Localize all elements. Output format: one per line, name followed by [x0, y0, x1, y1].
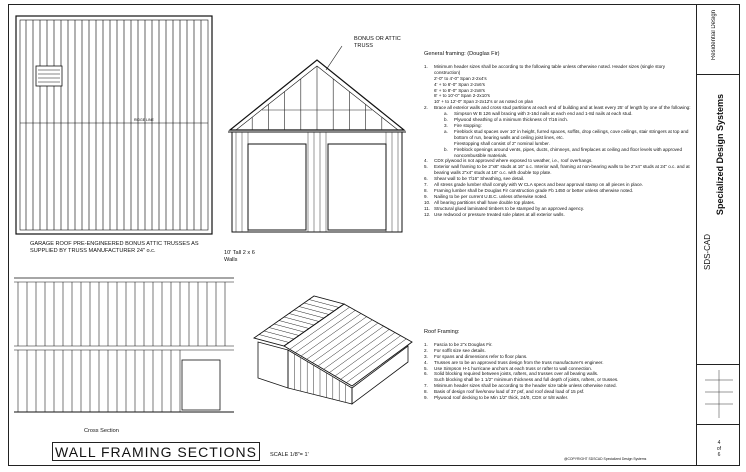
revision-grid	[705, 370, 733, 418]
note-text: 2'-0" to 4'-0" Span 2-2x4's	[434, 75, 487, 81]
sheet-number: 4 of 6	[716, 440, 722, 458]
title-block-category: Residential Design	[711, 10, 717, 61]
iso-rafter-line	[346, 339, 406, 383]
general-framing-heading: General framing: (Douglas Fir)	[424, 51, 500, 57]
plan-opening	[36, 66, 62, 86]
note-text: 6' + to 8'-0" Span 2-2x8's	[434, 87, 485, 93]
note-text: Fire stopping:	[454, 122, 482, 128]
note-number: 2.	[424, 105, 428, 111]
general-framing-item	[424, 64, 692, 76]
note-text: 10' + to 12'-0" Span 2-2x12's or as noted on plan	[434, 99, 534, 105]
note-text: Simpson W B 126 wall bracing with 3-16d nails at each end and 1-8d nails at each stud.	[454, 111, 633, 117]
note-text: Nailing to be per current U.B.C. unless otherwise noted.	[434, 193, 548, 199]
note-text: Minimum header sizes shall be according to the following table unless otherwise noted. Header sizes (single story construction)	[434, 63, 666, 75]
note-number: 6.	[424, 371, 428, 377]
title-block-company-cell	[697, 74, 740, 365]
roof-framing-heading: Roof Framing:	[424, 329, 460, 335]
note-number: b.	[444, 117, 448, 123]
general-framing-notes	[424, 52, 692, 217]
note-number: 8.	[424, 389, 428, 395]
note-text: Fireblock stud spaces over 10' in height, furred spaces, soffits, drop ceilings, cove ceilings, stair stringers at top and bottom of run, bearing walls and ceiling joist lines, etc.	[454, 128, 689, 140]
note-number: 7.	[424, 383, 428, 389]
note-text: Trusses are to be an approved truss design from the truss manufacturer's engineer.	[434, 359, 604, 365]
revision-cell	[697, 364, 740, 425]
note-text: CDX plywood is not approved where exposed to weather, i.e., roof overhangs.	[434, 158, 593, 164]
iso-rafter-line	[264, 331, 294, 339]
note-text: 4' + to 6'-0" Span 2-2x6's	[434, 81, 485, 87]
iso-rafter-line	[307, 317, 367, 360]
note-text: Minimum header sizes shall be according to the header size table unless otherwise noted.	[434, 383, 617, 389]
note-number: 1.	[424, 341, 428, 347]
iso-rafter-line	[304, 303, 334, 311]
iso-rafter-line	[324, 326, 384, 369]
general-framing-item	[424, 129, 692, 141]
roof-framing-notes	[424, 330, 692, 401]
garage-elevation	[222, 40, 412, 236]
note-text: For soffit size see details.	[434, 347, 486, 353]
roof-framing-plan	[14, 14, 214, 236]
note-number: a.	[444, 111, 448, 117]
cross-section-opening	[182, 360, 220, 410]
note-text: For spans and dimensions refer to floor plans.	[434, 353, 528, 359]
cross-section-label: Cross Section	[84, 428, 119, 434]
general-framing-item	[424, 212, 692, 218]
note-number: 3.	[424, 353, 428, 359]
note-number: 4.	[424, 359, 428, 365]
iso-rafter-line	[294, 310, 324, 318]
note-text: All stress grade lumber shall comply with W CLA specs and bear approval stamp on all pieces in place.	[434, 182, 644, 188]
wall-label: 10' Tall 2 x 6 Walls	[224, 250, 255, 263]
general-framing-item	[424, 147, 692, 159]
note-number: 9.	[424, 193, 428, 199]
note-text: Firestopping shall consist of 2" nominal lumber.	[454, 140, 550, 146]
note-number: 8.	[424, 187, 428, 193]
iso-rafter-line	[289, 314, 319, 322]
company-name-line1: SDS-CAD	[703, 234, 712, 271]
note-number: 1.	[424, 63, 428, 69]
note-number: a.	[444, 128, 448, 134]
note-number: 10.	[424, 199, 431, 205]
iso-rafter-line	[318, 323, 378, 366]
note-text: Plywood sheathing of a minimum thickness of 7/16 inch.	[454, 117, 569, 123]
roof-framing-item	[424, 395, 692, 401]
note-number: 5.	[424, 164, 428, 170]
garage-door-right	[328, 144, 386, 230]
plan-outline	[16, 16, 212, 234]
cross-section-drawing	[14, 266, 234, 416]
iso-rafter-line	[335, 333, 395, 377]
note-text: Such blocking shall be 1 1/2" minimum thickness and full depth of joists, rafters, or trusses.	[434, 377, 619, 383]
iso-rafter-line	[309, 300, 339, 308]
iso-rafter-line	[274, 324, 304, 332]
note-text: Use Simpson H-1 hurricane anchors at each truss or rafter to wall connection.	[434, 365, 593, 371]
note-text: Framing lumber shall be Douglas Fir construction grade Fb 1450 or better unless otherwise noted.	[434, 187, 634, 193]
roof-framing-list	[424, 342, 692, 401]
note-text: Fascia to be 2"x Douglas Fir.	[434, 341, 493, 347]
iso-rafter-line	[329, 329, 389, 372]
note-number: 2.	[424, 347, 428, 353]
note-text: 8' + to 10'-0" Span 2-2x10's	[434, 93, 490, 99]
iso-rafter-line	[279, 321, 309, 329]
plan-ridge-text: RIDGE LINE	[134, 118, 154, 122]
note-text: Fireblock openings around vents, pipes, ducts, chimneys, and fireplaces at ceiling and floor levels with approved noncombustible materials.	[454, 146, 683, 158]
note-text: Use redwood or pressure treated sole plates at all exterior walls.	[434, 211, 565, 217]
company-name-line2: Specialized Design Systems	[715, 94, 725, 216]
note-number: 3.	[444, 122, 448, 128]
note-text: Brace all exterior walls and cross stud partitions at each end of building and at least every 25' of length by one of the following:	[434, 105, 691, 111]
note-text: Structural glued laminated timbers to be stamped by an approved agency.	[434, 205, 585, 211]
note-number: 6.	[424, 176, 428, 182]
title-block	[696, 4, 740, 466]
note-number: 9.	[424, 395, 428, 401]
general-framing-item	[424, 164, 692, 176]
note-number: 7.	[424, 182, 428, 188]
note-number: b.	[444, 146, 448, 152]
general-framing-list	[424, 64, 692, 218]
iso-rafter-line	[259, 335, 289, 343]
note-number: 12.	[424, 211, 431, 217]
iso-rafter-line	[299, 307, 329, 315]
garage-door-left	[248, 144, 306, 230]
note-text: All bearing partitions shall have double top plates.	[434, 199, 536, 205]
truss-caption: GARAGE ROOF PRE-ENGINEERED BONUS ATTIC TRUSSES AS SUPPLIED BY TRUSS MANUFACTURER 24" o.c.	[30, 241, 199, 254]
note-text: Exterior wall framing to be 2"x6" studs at 16" o.c. Interior wall, framing at non-bearing walls to be 2"x4" studs at 24" o.c. and at bearing walls 2"x4" studs at 16" o.c. with double top plate.	[434, 164, 690, 176]
note-text: Plywood roof decking to be Min 1/2" thick, 24/0, CDX or 5/8 wafer.	[434, 395, 569, 401]
note-text: Shear wall to be 7/16" Sheathing, see detail.	[434, 176, 525, 182]
copyright-text: @COPYRIGHT SDSCAD Specialized Design Systems	[564, 457, 647, 461]
note-text: Basis of design roof live/snow load of 37 psf, and roof dead load of 15 psf.	[434, 389, 585, 395]
sheet-title-box	[52, 442, 260, 461]
iso-rafter-line	[269, 328, 299, 336]
note-number: 5.	[424, 365, 428, 371]
isometric-frame-view	[244, 276, 420, 406]
note-number: 11.	[424, 205, 431, 211]
sheet-title: WALL FRAMING SECTIONS	[55, 444, 257, 460]
title-block-category-cell	[697, 4, 740, 75]
iso-rafter-line	[312, 320, 372, 363]
title-block-fine-print	[727, 80, 737, 360]
scale-label: SCALE 1/8"= 1'	[270, 452, 309, 458]
note-number: 4.	[424, 158, 428, 164]
truss-callout: BONUS OR ATTIC TRUSS	[354, 36, 401, 49]
note-text: Solid blocking required between joists, rafters, and trusses over all bearing walls.	[434, 371, 599, 377]
iso-rafter-line	[284, 317, 314, 325]
